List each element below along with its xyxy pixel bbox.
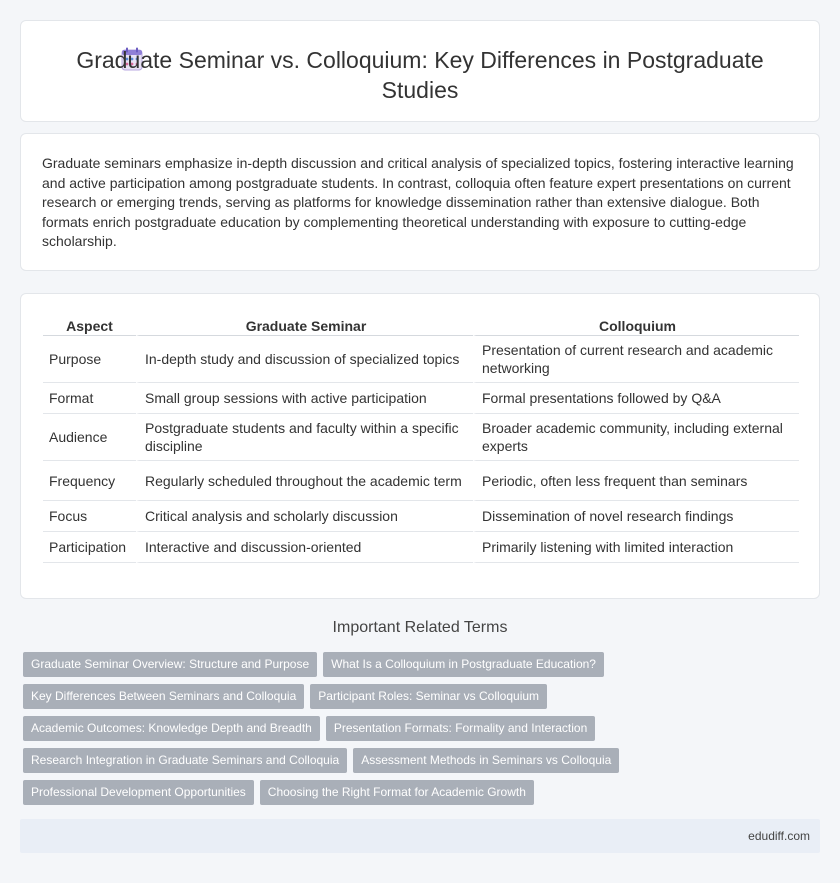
intro-card <box>20 133 820 271</box>
aspect-cell: Frequency <box>43 461 136 501</box>
seminar-cell: Interactive and discussion-oriented <box>136 532 473 563</box>
table-row <box>43 461 799 501</box>
seminar-cell: Critical analysis and scholarly discussion <box>136 501 473 532</box>
seminar-cell: Small group sessions with active participation <box>136 383 473 414</box>
table-row <box>43 414 799 461</box>
aspect-cell: Focus <box>43 501 136 532</box>
aspect-cell: Participation <box>43 532 136 563</box>
related-term-tag[interactable]: Graduate Seminar Overview: Structure and Purpose <box>23 652 317 677</box>
aspect-cell: Purpose <box>43 336 136 383</box>
intro-paragraph: Graduate seminars emphasize in-depth discussion and critical analysis of specialized topics, fostering interactive learning and active participation among postgraduate students. In contrast, colloquia often feature expert presentations on current research or emerging trends, serving as platforms for knowledge dissemination rather than extensive dialogue. Both formats enrich postgraduate education by complementing theoretical understanding with exposure to cutting-edge scholarship. <box>42 155 794 250</box>
header-colloquium: Colloquium <box>473 315 799 336</box>
related-terms-section <box>0 619 840 637</box>
colloquium-cell: Broader academic community, including external experts <box>473 414 799 461</box>
title-card <box>20 20 820 122</box>
colloquium-cell: Primarily listening with limited interaction <box>473 532 799 563</box>
related-terms-heading: Important Related Terms <box>332 619 508 636</box>
related-term-tag[interactable]: Participant Roles: Seminar vs Colloquium <box>310 684 547 709</box>
seminar-cell: Regularly scheduled throughout the academic term <box>136 461 473 501</box>
header-aspect: Aspect <box>43 315 136 336</box>
related-term-tag[interactable]: Assessment Methods in Seminars vs Colloquia <box>353 748 619 773</box>
table-header-row <box>43 315 799 336</box>
header-graduate-seminar: Graduate Seminar <box>136 315 473 336</box>
page-title: Graduate Seminar vs. Colloquium: Key Differences in Postgraduate Studies <box>76 47 764 103</box>
seminar-cell: In-depth study and discussion of specialized topics <box>136 336 473 383</box>
table-row <box>43 336 799 383</box>
aspect-cell: Audience <box>43 414 136 461</box>
colloquium-cell: Dissemination of novel research findings <box>473 501 799 532</box>
related-term-tag[interactable]: Choosing the Right Format for Academic Growth <box>260 780 534 805</box>
related-term-tag[interactable]: What Is a Colloquium in Postgraduate Education? <box>323 652 604 677</box>
related-term-tag[interactable]: Academic Outcomes: Knowledge Depth and Breadth <box>23 716 320 741</box>
related-term-tag[interactable]: Presentation Formats: Formality and Interaction <box>326 716 595 741</box>
table-row <box>43 383 799 414</box>
table-row <box>43 501 799 532</box>
site-name[interactable]: edudiff.com <box>748 829 810 843</box>
comparison-table <box>43 315 799 563</box>
colloquium-cell: Formal presentations followed by Q&A <box>473 383 799 414</box>
colloquium-cell: Periodic, often less frequent than seminars <box>473 461 799 501</box>
related-term-tag[interactable]: Key Differences Between Seminars and Colloquia <box>23 684 304 709</box>
comparison-table-card <box>20 293 820 599</box>
colloquium-cell: Presentation of current research and academic networking <box>473 336 799 383</box>
related-terms-tags <box>23 652 823 812</box>
seminar-cell: Postgraduate students and faculty within a specific discipline <box>136 414 473 461</box>
related-term-tag[interactable]: Professional Development Opportunities <box>23 780 254 805</box>
aspect-cell: Format <box>43 383 136 414</box>
related-term-tag[interactable]: Research Integration in Graduate Seminars and Colloquia <box>23 748 347 773</box>
table-row <box>43 532 799 563</box>
footer <box>20 819 820 853</box>
